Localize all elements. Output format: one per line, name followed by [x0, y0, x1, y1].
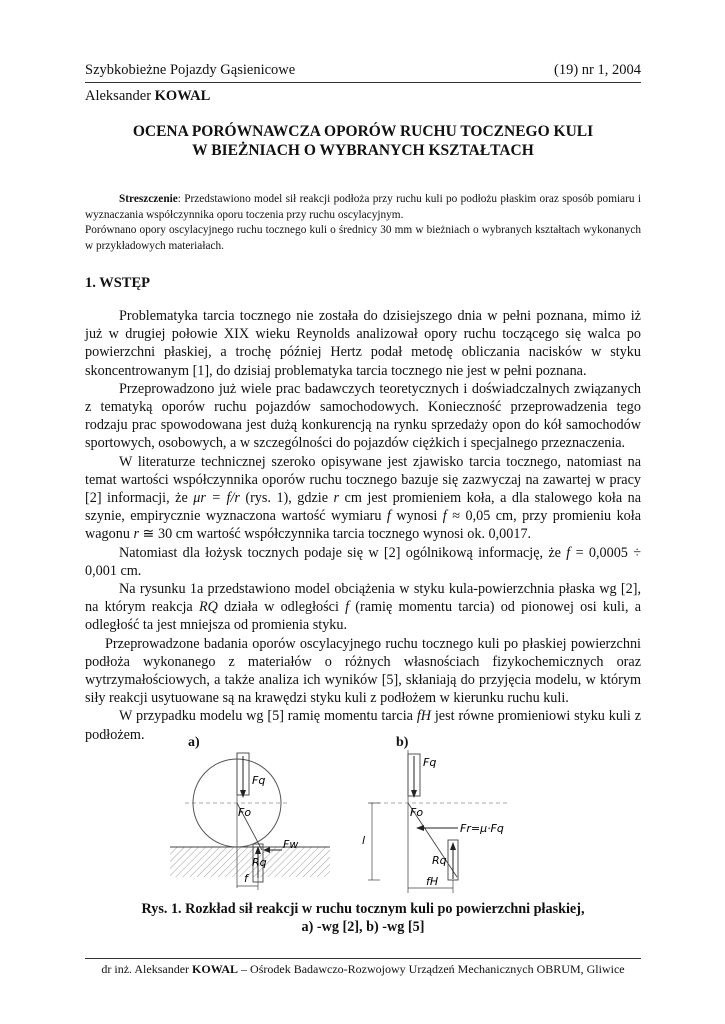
label-fh-b: fH	[426, 875, 439, 888]
author-first-name: Aleksander	[85, 88, 152, 104]
formula-mu: μr = f/r	[193, 490, 240, 507]
paragraph-6: Przeprowadzone badania oporów oscylacyjnego ruchu tocznego kuli po płaskiej powierzchni podłoża wykonanego z materiałów o różnych własnościach fizykochemicznych oraz wytrzymałościowych, a także analiza ich wyników [5], skłaniają do przyjęcia modelu, w którym siły reakcji usytuowane są na krawędzi styku kuli z podłożem w kierunku ruchu kuli.	[85, 635, 641, 707]
paragraph-7: W przypadku modelu wg [5] ramię momentu tarcia fH jest równe promieniowi styku kuli z podłożem.	[85, 708, 641, 743]
author-last-name: KOWAL	[154, 88, 211, 104]
body-text	[85, 307, 641, 744]
footer-rule	[85, 958, 641, 959]
header-rule	[85, 82, 641, 83]
running-header	[85, 62, 641, 79]
label-fo-a: Fo	[238, 806, 252, 819]
journal-name: Szybkobieżne Pojazdy Gąsienicowe	[85, 62, 296, 78]
title-line-2: W BIEŻNIACH O WYBRANYCH KSZTAŁTACH	[192, 142, 534, 159]
paragraph-1: Problematyka tarcia tocznego nie została do dzisiejszego dnia w pełni poznana, mimo iż już w drugiej połowie XIX wieku Reynolds analizował opory ruchu toczącego się walca po powierzchni płaskiej, a trochę później Hertz podał metodę obliczania nacisków w styku skoncentrowanym [1], do dzisiaj problematyka tarcia tocznego nie jest w pełni poznana.	[85, 308, 641, 379]
paragraph-2: Przeprowadzono już wiele prac badawczych teoretycznych i doświadczalnych związanych z tematyką oporów ruchu pojazdów samochodowych. Konieczność przeprowadzenia tego rodzaju prac spowodowana jest dużą konkurencją na rynku sprzedaży opon do kół samochodów sportowych, osobowych, a w szczególności do pojazdów ciężkich i specjalnego przeznaczenia.	[85, 380, 641, 452]
issue-number: (19) nr 1, 2004	[554, 62, 641, 78]
abstract-p2: Porównano opory oscylacyjnego ruchu tocznego kuli o średnicy 30 mm w bieżniach o wybranych kształtach wykonanych w przykładowych materiałach.	[85, 224, 641, 252]
label-f-a: f	[244, 872, 248, 885]
label-fo-b: Fo	[410, 806, 424, 819]
label-rq-a: Rq	[252, 856, 267, 869]
author	[85, 88, 210, 105]
figure-label-a: a)	[188, 735, 200, 750]
label-fq-b: Fq	[423, 756, 437, 769]
label-fq-a: Fq	[252, 774, 266, 787]
footnote: dr inż. Aleksander KOWAL – Ośrodek Badawczo-Rozwojowy Urządzeń Mechanicznych OBRUM, Gliwice	[101, 962, 625, 976]
abstract	[85, 192, 641, 254]
figure-label-b: b)	[396, 735, 409, 750]
caption-line-2: a) -wg [2], b) -wg [5]	[301, 919, 425, 935]
title-line-1: OCENA PORÓWNAWCZA OPORÓW RUCHU TOCZNEGO KULI	[132, 123, 594, 140]
paragraph-3: W literaturze technicznej szeroko opisywane jest zjawisko tarcia tocznego, natomiast na temat wartości współczynnika oporów ruchu tocznego bazuje się zazwyczaj na zawartej w pracy [2] informacji, że μr = f/r (rys. 1), gdzie r cm jest promieniem koła, a dla stalowego koła na szynie, empirycznie wyznaczona wartość wymiaru f wynosi f ≈ 0,05 cm, przy promieniu koła wagonu r ≅ 30 cm wartość współczynnika tarcia tocznego wynosi ok. 0,0017.	[85, 453, 642, 543]
abstract-p1: : Przedstawiono model sił reakcji podłoża przy ruchu kuli po podłożu płaskim oraz sposób pomiaru i wyznaczania współczynnika oporu toczenia przy ruchu oscylacyjnym.	[85, 193, 641, 221]
figure-a-diagram	[170, 748, 330, 896]
paragraph-5: Na rysunku 1a przedstawiono model obciążenia w styku kula-powierzchnia płaska wg [2], na którym reakcja RQ działa w odległości f (ramię momentu tarcia) od pionowej osi kuli, a odległość ta jest mniejsza od promienia styku.	[85, 581, 641, 634]
label-l-b: l	[362, 834, 366, 847]
section-heading: 1. WSTĘP	[85, 275, 151, 291]
paragraph-4: Natomiast dla łożysk tocznych podaje się w [2] ogólnikową informację, że f = 0,0005 ÷ 0,001 cm.	[85, 544, 641, 579]
label-rq-b: Rq	[432, 854, 447, 867]
abstract-label: Streszczenie	[119, 193, 178, 205]
figure-caption	[85, 900, 641, 936]
label-fw-a: Fw	[283, 838, 299, 851]
figure-b-diagram	[360, 748, 540, 896]
label-fr-b: Fr=μ·Fq	[460, 822, 504, 835]
caption-line-1: Rys. 1. Rozkład sił reakcji w ruchu tocznym kuli po powierzchni płaskiej,	[141, 901, 585, 917]
paper-title	[85, 122, 641, 160]
